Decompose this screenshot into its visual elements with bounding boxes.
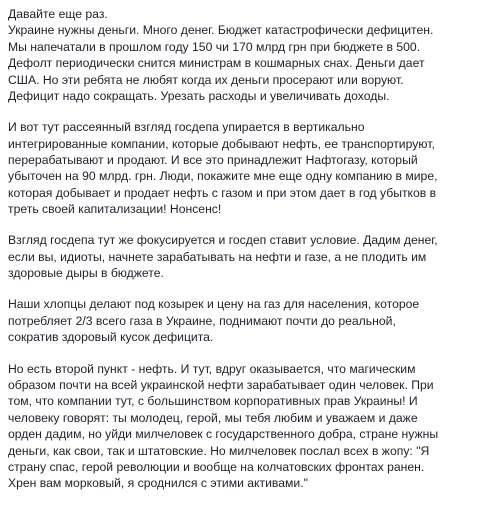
text-line: деньги, как свои, так и штатовские. Но милчеловек послал всех в жопу: "Я bbox=[8, 443, 430, 458]
text-line: Давайте еще раз. bbox=[8, 7, 108, 21]
text-line: образом почти на всей украинской нефти зарабатывает один человек. При bbox=[8, 377, 434, 392]
text-line: Хрен вам морковый, я сроднился с этими активами." bbox=[8, 476, 308, 491]
text-line: если вы, идиоты, начнете зарабатывать на нефти и газе, а не плодить им bbox=[8, 249, 427, 264]
text-line: Украине нужны деньги. Много денег. Бюджет катастрофически дефицитен. bbox=[8, 23, 434, 38]
text-line: Но есть второй пункт - нефть. И тут, вдруг оказывается, что магическим bbox=[8, 361, 416, 376]
post-paragraph bbox=[8, 361, 476, 492]
text-line: потребляет 2/3 всего газа в Украине, поднимают почти до реальной, bbox=[8, 313, 396, 328]
text-line: Наши хлопцы делают под козырек и цену на газ для населения, которое bbox=[8, 297, 420, 312]
text-line: орден дадим, но уйди милчеловек с государственного добра, стране нужны bbox=[8, 427, 439, 442]
post-paragraph bbox=[8, 6, 476, 104]
text-line: здоровые дыры в бюджете. bbox=[8, 266, 164, 281]
text-line: страну спас, герой революции и вообще на колчатовских фронтах ранен. bbox=[8, 459, 425, 474]
text-line: сократив здоровый кусок дефицита. bbox=[8, 330, 214, 345]
text-line: том, что компании тут, с большинством корпоративных прав Украины! И bbox=[8, 394, 418, 409]
text-line: Дефицит надо сокращать. Урезать расходы и увеличивать доходы. bbox=[8, 89, 390, 104]
text-line: интегрированные компании, которые добывают нефть, ее транспортируют, bbox=[8, 136, 435, 151]
text-line: человеку говорят: ты молодец, герой, мы тебя любим и уважаем и даже bbox=[8, 410, 418, 425]
text-line: И вот тут рассеянный взгляд госдепа упирается в вертикально bbox=[8, 120, 365, 135]
post-paragraph bbox=[8, 296, 476, 345]
text-line: Дефолт периодически снится министрам в кошмарных снах. Деньги дает bbox=[8, 56, 425, 71]
text-line: США. Но эти ребята не любят когда их деньги просерают или воруют. bbox=[8, 72, 404, 87]
text-line: убыточен на 90 млрд. грн. Люди, покажите мне еще одну компанию в мире, bbox=[8, 169, 438, 184]
post-paragraph bbox=[8, 232, 476, 281]
text-line: треть своей капитализации! Нонсенс! bbox=[8, 202, 222, 217]
text-line: Мы напечатали в прошлом году 150 чи 170 млрд грн при бюджете в 500. bbox=[8, 39, 421, 54]
text-line: Взгляд госдепа тут же фокусируется и госдеп ставит условие. Дадим денег, bbox=[8, 233, 438, 248]
post-paragraph bbox=[8, 119, 476, 217]
text-line: перерабатывают и продают. И все это принадлежит Нафтогазу, который bbox=[8, 153, 418, 168]
text-line: которая добывает и продает нефть с газом и при этом дает в год убытков в bbox=[8, 185, 437, 200]
